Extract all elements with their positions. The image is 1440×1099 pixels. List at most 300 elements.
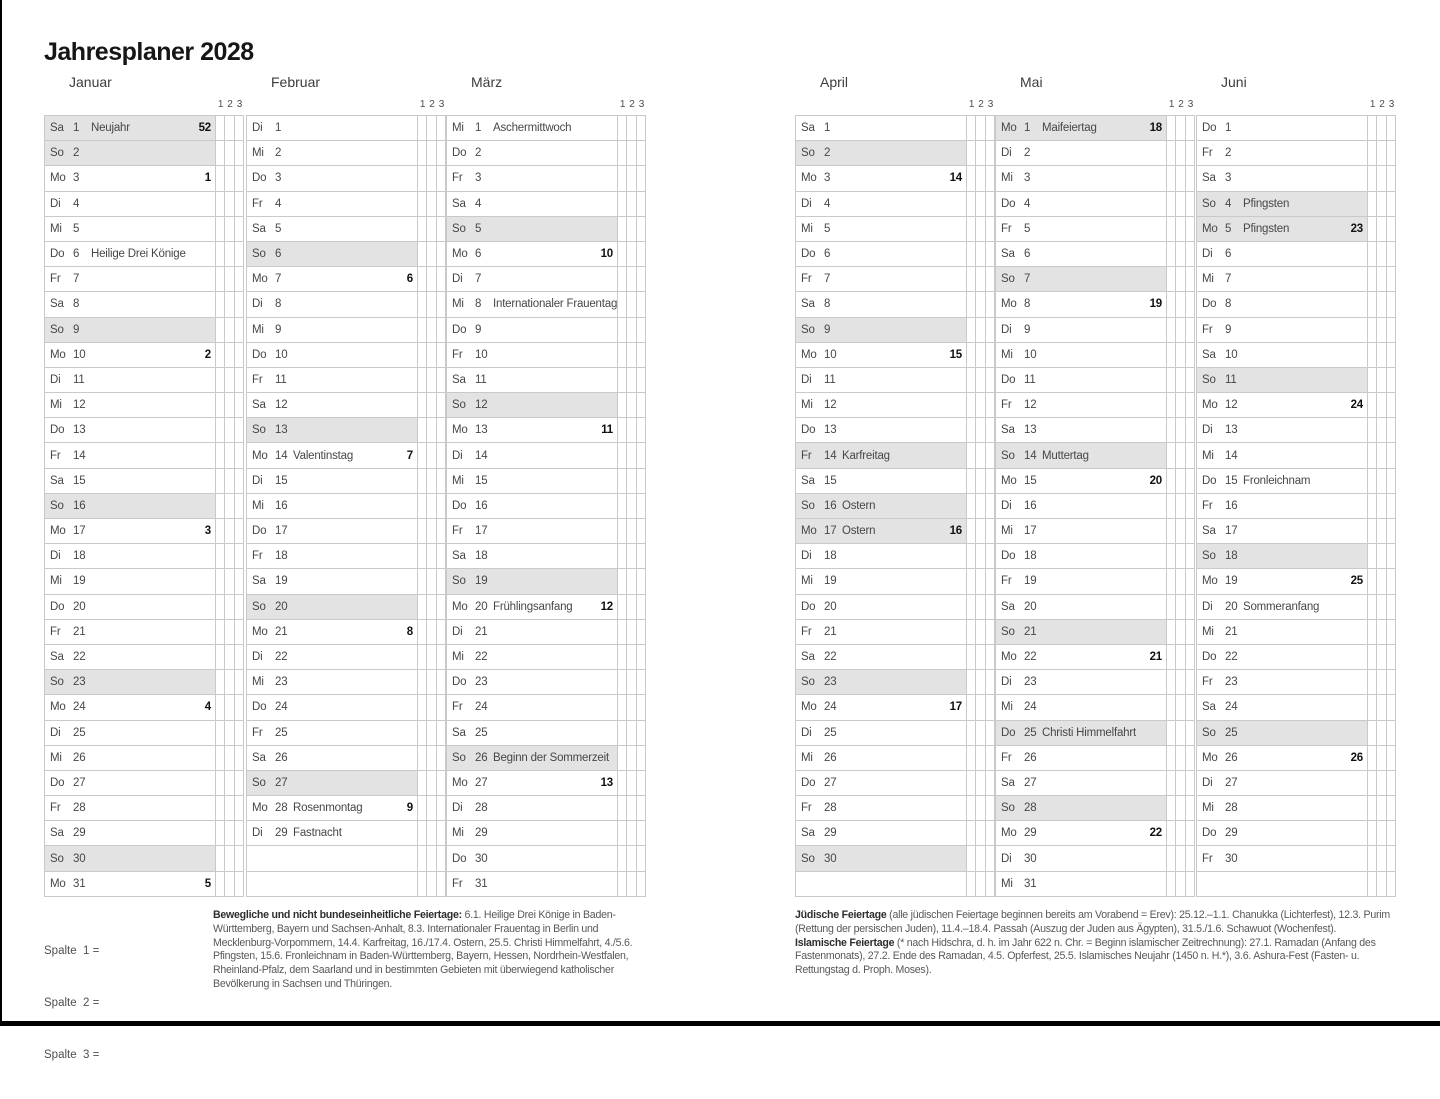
day-number: 6 [73, 248, 80, 261]
note-column-cell [418, 116, 427, 140]
note-column-cell [637, 620, 646, 644]
note-column-cell [1387, 318, 1396, 342]
legend-line: Spalte 1 = [44, 944, 100, 957]
weekday-label: Sa [252, 751, 266, 764]
day-row [246, 368, 446, 393]
note-column-cell [1368, 721, 1377, 745]
weekday-label: So [252, 424, 266, 437]
day-cell [44, 746, 216, 770]
note-column-cell [418, 796, 427, 820]
note-column-cell [216, 821, 225, 845]
day-row [246, 569, 446, 594]
day-number: 19 [73, 575, 86, 588]
day-cell [44, 368, 216, 392]
day-cell [44, 872, 216, 896]
note-column-cell [225, 318, 234, 342]
weekday-label: Sa [452, 726, 466, 739]
day-cell [995, 670, 1167, 694]
weekday-label: Mo [1202, 222, 1218, 235]
note-column-cell [1368, 443, 1377, 467]
note-column-cell [1176, 192, 1185, 216]
day-row [995, 670, 1195, 695]
note-column-cell [427, 544, 436, 568]
note-column-cell [618, 872, 627, 896]
note-column-cell [976, 670, 985, 694]
day-row [246, 771, 446, 796]
note-column-cell [427, 721, 436, 745]
day-row [995, 846, 1195, 871]
note-column-cell [1368, 846, 1377, 870]
note-column-cell [1186, 645, 1195, 669]
note-column-cell [1176, 821, 1185, 845]
note-column-cell [1368, 569, 1377, 593]
note-column-cell [1167, 796, 1176, 820]
note-column-cell [418, 620, 427, 644]
note-column-cell [437, 318, 446, 342]
day-number: 17 [475, 525, 488, 538]
note-column-cell [627, 746, 636, 770]
weekday-label: Do [1001, 197, 1016, 210]
weekday-label: So [452, 222, 466, 235]
day-row [246, 544, 446, 569]
day-cell [795, 569, 967, 593]
weekday-label: So [801, 147, 815, 160]
note-column-cell [427, 217, 436, 241]
note-column-cell [1368, 192, 1377, 216]
note-column-cell [1387, 595, 1396, 619]
note-column-cell [627, 292, 636, 316]
note-column-cell [216, 872, 225, 896]
month-title: Juni [1221, 74, 1247, 90]
day-cell [795, 116, 967, 140]
day-number: 2 [1024, 147, 1031, 160]
day-row [44, 796, 244, 821]
day-number: 9 [73, 323, 80, 336]
day-cell [795, 418, 967, 442]
weekday-label: So [1202, 726, 1216, 739]
day-cell [995, 469, 1167, 493]
weekday-label: Do [801, 600, 816, 613]
note-column-cell [967, 116, 976, 140]
note-column-cell [967, 771, 976, 795]
day-number: 8 [73, 298, 80, 311]
weekday-label: Do [50, 600, 65, 613]
day-cell [446, 595, 618, 619]
weekday-label: So [1001, 273, 1015, 286]
note-column-cell [976, 846, 985, 870]
note-column-cell [967, 292, 976, 316]
week-number: 8 [406, 625, 413, 638]
note-column-cell [225, 569, 234, 593]
day-cell [446, 872, 618, 896]
day-cell [795, 242, 967, 266]
note-column-cell [1186, 821, 1195, 845]
note-column-cell [1387, 166, 1396, 190]
note-column-cell [1387, 267, 1396, 291]
note-column-number: 1 [1369, 99, 1376, 110]
day-row [795, 393, 995, 418]
note-column-cell [986, 192, 995, 216]
note-column-cell [976, 318, 985, 342]
note-column-cell [216, 494, 225, 518]
note-column-cell [1387, 544, 1396, 568]
note-column-cell [1377, 771, 1386, 795]
day-row [446, 393, 646, 418]
weekday-label: Do [1001, 550, 1016, 563]
note-column-cell [418, 645, 427, 669]
weekday-label: Sa [452, 197, 466, 210]
day-cell [246, 620, 418, 644]
weekday-label: Fr [801, 802, 812, 815]
day-number: 14 [824, 449, 837, 462]
day-number: 18 [275, 550, 288, 563]
note-column-cell [1387, 670, 1396, 694]
note-column-cell [637, 846, 646, 870]
day-number: 9 [475, 323, 482, 336]
note-column-cell [1368, 872, 1377, 896]
note-column-cell [1176, 393, 1185, 417]
note-column-cell [427, 267, 436, 291]
note-column-cell [1377, 292, 1386, 316]
day-row [446, 343, 646, 368]
note-column-cell [427, 796, 436, 820]
day-number: 22 [824, 651, 837, 664]
day-row [246, 469, 446, 494]
day-number: 25 [824, 726, 837, 739]
month-grid [795, 115, 995, 897]
day-cell [1196, 318, 1368, 342]
holiday-label: Fastnacht [293, 827, 342, 840]
note-column-cell [1176, 872, 1185, 896]
day-cell [995, 267, 1167, 291]
day-number: 16 [275, 499, 288, 512]
note-column-cell [216, 368, 225, 392]
day-number: 13 [824, 424, 837, 437]
day-number: 18 [73, 550, 86, 563]
note-column-cell [1167, 418, 1176, 442]
day-number: 18 [1225, 550, 1238, 563]
note-column-cell [225, 846, 234, 870]
note-column-cell [618, 796, 627, 820]
day-row [446, 821, 646, 846]
note-column-cell [1176, 544, 1185, 568]
note-column-cell [976, 443, 985, 467]
note-column-cell [1377, 746, 1386, 770]
weekday-label: Do [452, 852, 467, 865]
note-column-cell [437, 141, 446, 165]
note-column-cell [976, 595, 985, 619]
day-cell [995, 418, 1167, 442]
day-cell [246, 393, 418, 417]
note-column-cell [1377, 242, 1386, 266]
day-cell [795, 141, 967, 165]
day-number: 3 [1024, 172, 1031, 185]
note-column-cell [418, 192, 427, 216]
note-column-cell [437, 544, 446, 568]
day-cell [246, 343, 418, 367]
day-row [446, 318, 646, 343]
note-column-cell [637, 368, 646, 392]
day-row [995, 192, 1195, 217]
note-column-cell [627, 343, 636, 367]
weekday-label: Do [452, 499, 467, 512]
note-column-cell [1387, 846, 1396, 870]
note-column-cell [1387, 796, 1396, 820]
day-number: 6 [1024, 248, 1031, 261]
weekday-label: Di [1202, 776, 1213, 789]
day-number: 5 [475, 222, 482, 235]
note-column-cell [637, 544, 646, 568]
day-number: 26 [824, 751, 837, 764]
note-column-cell [637, 217, 646, 241]
note-column-cell [418, 393, 427, 417]
weekday-label: Mo [1001, 122, 1017, 135]
note-column-cell [627, 242, 636, 266]
day-number: 10 [824, 348, 837, 361]
weekday-label: Sa [50, 122, 64, 135]
weekday-label: Mi [50, 575, 62, 588]
day-row [44, 116, 244, 141]
day-number: 20 [1024, 600, 1037, 613]
note-column-cell [1186, 746, 1195, 770]
note-column-cell [967, 620, 976, 644]
day-number: 14 [1024, 449, 1037, 462]
note-column-cell [1368, 645, 1377, 669]
note-column-cell [225, 695, 234, 719]
day-cell [44, 343, 216, 367]
note-column-cell [967, 872, 976, 896]
note-column-cell [418, 368, 427, 392]
note-column-cell [1368, 595, 1377, 619]
note-column-cell [437, 494, 446, 518]
day-cell [1196, 569, 1368, 593]
day-number: 19 [1024, 575, 1037, 588]
note-column-number: 1 [619, 99, 626, 110]
day-row [246, 141, 446, 166]
day-row [995, 242, 1195, 267]
day-number: 28 [475, 802, 488, 815]
day-row [1196, 469, 1396, 494]
note-columns-header [418, 99, 446, 110]
note-column-cell [618, 519, 627, 543]
note-column-cell [437, 872, 446, 896]
day-number: 19 [475, 575, 488, 588]
day-cell [44, 242, 216, 266]
day-cell [995, 721, 1167, 745]
day-number: 24 [824, 701, 837, 714]
note-column-cell [437, 595, 446, 619]
day-number: 9 [275, 323, 282, 336]
day-cell [246, 771, 418, 795]
note-column-cell [437, 746, 446, 770]
week-number: 20 [1149, 474, 1162, 487]
note-column-cell [976, 116, 985, 140]
weekday-label: Mi [1001, 877, 1013, 890]
day-row [446, 846, 646, 871]
day-number: 15 [275, 474, 288, 487]
day-row [44, 368, 244, 393]
note-column-cell [235, 242, 244, 266]
day-cell [1196, 846, 1368, 870]
day-cell [995, 368, 1167, 392]
weekday-label: Do [1202, 651, 1217, 664]
day-cell [446, 821, 618, 845]
week-number: 52 [198, 122, 211, 135]
note-column-cell [437, 192, 446, 216]
note-column-cell [1176, 141, 1185, 165]
note-column-cell [986, 544, 995, 568]
day-number: 9 [824, 323, 831, 336]
day-cell [44, 494, 216, 518]
note-column-cell [637, 695, 646, 719]
day-row [44, 192, 244, 217]
weekday-label: So [252, 248, 266, 261]
weekday-label: Di [452, 802, 463, 815]
note-column-cell [627, 192, 636, 216]
note-column-cell [216, 242, 225, 266]
day-cell [446, 318, 618, 342]
weekday-label: So [50, 499, 64, 512]
note-column-cell [618, 695, 627, 719]
note-column-cell [216, 141, 225, 165]
note-column-cell [216, 443, 225, 467]
weekday-label: Mi [801, 575, 813, 588]
note-column-cell [637, 569, 646, 593]
day-number: 1 [1225, 122, 1232, 135]
weekday-label: Di [801, 197, 812, 210]
note-column-cell [618, 141, 627, 165]
day-row [995, 116, 1195, 141]
day-row [446, 544, 646, 569]
note-column-cell [618, 846, 627, 870]
week-number: 24 [1350, 399, 1363, 412]
day-cell [246, 469, 418, 493]
day-cell [446, 267, 618, 291]
day-row [1196, 695, 1396, 720]
day-number: 2 [475, 147, 482, 160]
note-column-cell [627, 418, 636, 442]
day-number: 15 [73, 474, 86, 487]
note-column-cell [1387, 141, 1396, 165]
day-row [246, 721, 446, 746]
note-column-number: 2 [978, 99, 984, 110]
weekday-label: Di [801, 726, 812, 739]
weekday-label: Mo [1202, 399, 1218, 412]
note-column-cell [1387, 645, 1396, 669]
day-cell [995, 192, 1167, 216]
note-column-cell [225, 141, 234, 165]
note-column-cell [1186, 872, 1195, 896]
weekday-label: Do [50, 424, 65, 437]
day-row [446, 292, 646, 317]
note-column-cell [618, 569, 627, 593]
note-column-cell [1167, 544, 1176, 568]
note-column-cell [986, 418, 995, 442]
day-row [44, 771, 244, 796]
day-row [246, 645, 446, 670]
footnote-islamic-title: Islamische Feiertage [795, 936, 895, 949]
day-cell [44, 393, 216, 417]
day-number: 26 [73, 751, 86, 764]
note-column-cell [418, 746, 427, 770]
holiday-label: Karfreitag [842, 449, 890, 462]
day-number: 9 [1225, 323, 1232, 336]
note-column-cell [427, 368, 436, 392]
day-number: 12 [1024, 399, 1037, 412]
weekday-label: Sa [1001, 248, 1015, 261]
day-cell [795, 166, 967, 190]
day-row [446, 746, 646, 771]
day-number: 21 [824, 625, 837, 638]
note-column-cell [976, 494, 985, 518]
weekday-label: Di [1202, 424, 1213, 437]
day-cell [795, 771, 967, 795]
note-column-cell [1176, 569, 1185, 593]
note-column-cell [235, 645, 244, 669]
note-column-cell [1167, 267, 1176, 291]
note-column-cell [1387, 620, 1396, 644]
day-cell [44, 217, 216, 241]
note-column-cell [1368, 292, 1377, 316]
weekday-label: Do [1001, 373, 1016, 386]
day-number: 10 [1225, 348, 1238, 361]
note-column-cell [225, 544, 234, 568]
note-column-cell [1176, 620, 1185, 644]
day-number: 29 [1225, 827, 1238, 840]
note-column-cell [1377, 443, 1386, 467]
note-column-cell [1186, 393, 1195, 417]
note-column-cell [1176, 318, 1185, 342]
note-column-cell [986, 443, 995, 467]
week-number: 7 [406, 449, 413, 462]
day-cell [995, 595, 1167, 619]
note-column-cell [1368, 368, 1377, 392]
day-row [795, 569, 995, 594]
weekday-label: Fr [1001, 399, 1012, 412]
day-number: 11 [1225, 373, 1237, 386]
note-column-cell [1167, 469, 1176, 493]
footnote-regional-title: Bewegliche und nicht bundeseinheitliche Feiertage: [213, 909, 462, 921]
note-column-cell [225, 821, 234, 845]
note-column-cell [1186, 267, 1195, 291]
day-cell [446, 771, 618, 795]
note-column-cell [216, 796, 225, 820]
note-column-cell [618, 393, 627, 417]
note-column-cell [637, 242, 646, 266]
weekday-label: Sa [1202, 701, 1216, 714]
weekday-label: So [801, 499, 815, 512]
note-column-cell [1387, 771, 1396, 795]
day-row [995, 645, 1195, 670]
day-cell [1196, 821, 1368, 845]
day-cell [446, 721, 618, 745]
day-cell [246, 544, 418, 568]
day-row [995, 569, 1195, 594]
note-column-cell [637, 670, 646, 694]
note-column-cell [235, 872, 244, 896]
day-row [795, 771, 995, 796]
day-cell [1196, 746, 1368, 770]
day-row [995, 166, 1195, 191]
day-number: 22 [1225, 651, 1238, 664]
note-column-number: 2 [629, 99, 635, 110]
note-column-cell [418, 318, 427, 342]
day-cell [795, 318, 967, 342]
note-column-cell [235, 746, 244, 770]
day-cell [446, 368, 618, 392]
note-column-cell [986, 267, 995, 291]
day-row [1196, 418, 1396, 443]
